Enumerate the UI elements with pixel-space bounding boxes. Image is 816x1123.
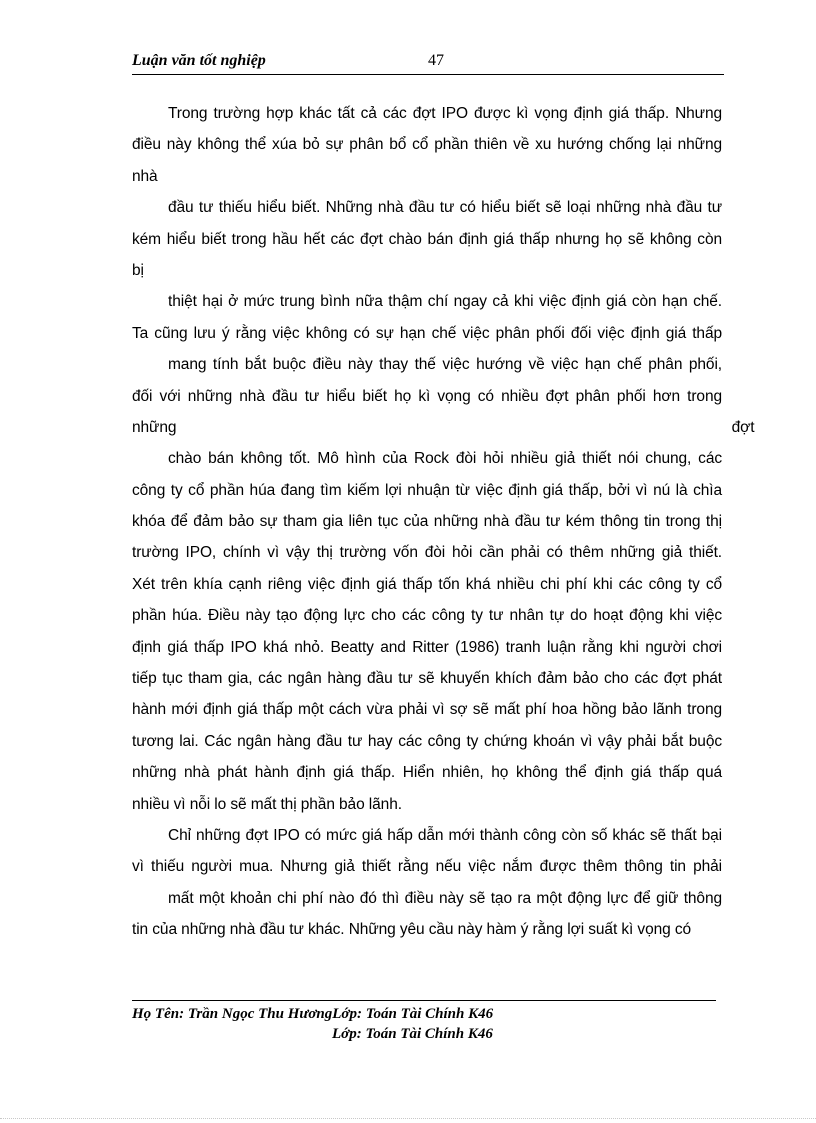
text-line: Trong trường hợp khác tất cả các đợt IPO được kì vọng định giá thấp. Nhưng [168, 105, 722, 122]
page-edge-divider [0, 1118, 816, 1119]
text-line: Ta cũng lưu ý rằng việc không có sự hạn chế việc phân phối đối việc định giá thấp [132, 324, 722, 342]
text-line: phần húa. Điều này tạo động lực cho các công ty tư nhân tự do hoạt động khi việc [132, 607, 722, 625]
footer-author: Họ Tên: Trần Ngọc Thu HươngLớp: Toán Tài Chính K46 [132, 1006, 494, 1022]
text-line: chào bán không tốt. Mô hình của Rock đòi hỏi nhiều giả thiết nói chung, các [168, 450, 722, 468]
text-line: vì thiếu người mua. Nhưng giả thiết rằng nếu việc nắm được thêm thông tin phải [132, 858, 722, 876]
text-line: những đợt [132, 418, 755, 436]
body-text [132, 98, 755, 946]
text-line: tương lai. Các ngân hàng đầu tư hay các công ty chứng khoán vì vậy phải bắt buộc [132, 732, 722, 750]
text-line: những nhà phát hành định giá thấp. Hiển nhiên, họ không thể định giá thấp quá [132, 764, 722, 782]
text-line: mất một khoản chi phí nào đó thì điều này sẽ tạo ra một động lực để giữ thông [168, 889, 722, 907]
text-line: trường IPO, chính vì vậy thị trường vốn đòi hỏi cần phải có thêm những giả thiết. [132, 544, 722, 562]
header-title: Luận văn tốt nghiệp [132, 52, 266, 69]
text-line: đối với những nhà đầu tư hiểu biết họ kì vọng có nhiều đợt phân phối hơn trong [132, 387, 722, 405]
text-line: Xét trên khía cạnh riêng việc định giá thấp tốn khá nhiều chi phí khi các công ty cổ [132, 575, 722, 593]
text-line: Chỉ những đợt IPO có mức giá hấp dẫn mới thành công còn số khác sẽ thất bại [168, 826, 722, 844]
text-line: thiệt hại ở mức trung bình nữa thậm chí ngay cả khi việc định giá còn hạn chế. [168, 293, 722, 311]
text-line: tiếp tục tham gia, các ngân hàng đầu tư sẽ khuyến khích đảm bảo cho các đợt phát [132, 670, 722, 688]
text-line: mang tính bắt buộc điều này thay thế việc hướng về việc hạn chế phân phối, [168, 356, 722, 374]
page-header [132, 50, 724, 75]
text-line: nhà [132, 167, 158, 185]
text-line: đầu tư thiếu hiểu biết. Những nhà đầu tư có hiểu biết sẽ loại những nhà đầu tư [168, 199, 722, 217]
text-line: công ty cổ phần húa đang tìm kiếm lợi nhuận từ việc định giá thấp, bởi vì nú là chìa [132, 481, 722, 499]
text-line: hành mới định giá thấp một cách vừa phải vì sợ sẽ mất phí hoa hồng bảo lãnh trong [132, 701, 722, 719]
page-number: 47 [428, 52, 444, 69]
text-line: tin của những nhà đầu tư khác. Những yêu cầu này hàm ý rằng lợi suất kì vọng có [132, 921, 692, 939]
text-line: khóa để đảm bảo sự tham gia liên tục của những nhà đầu tư kém thông tin trong thị [132, 513, 722, 531]
text-line: điều này không thể xúa bỏ sự phân bổ cổ phần thiên về xu hướng chống lại những [132, 136, 722, 154]
text-line: kém hiểu biết trong hầu hết các đợt chào bán định giá thấp nhưng họ sẽ không còn [132, 230, 722, 248]
text-line: định giá thấp IPO khá nhỏ. Beatty and Ritter (1986) tranh luận rằng khi người chơi [132, 638, 722, 656]
text-line: bị [132, 261, 144, 279]
footer-class: Lớp: Toán Tài Chính K46 [332, 1026, 493, 1042]
text-line: nhiều vì nỗi lo sẽ mất thị phần bảo lãnh. [132, 795, 402, 813]
page-footer [132, 1000, 716, 1042]
